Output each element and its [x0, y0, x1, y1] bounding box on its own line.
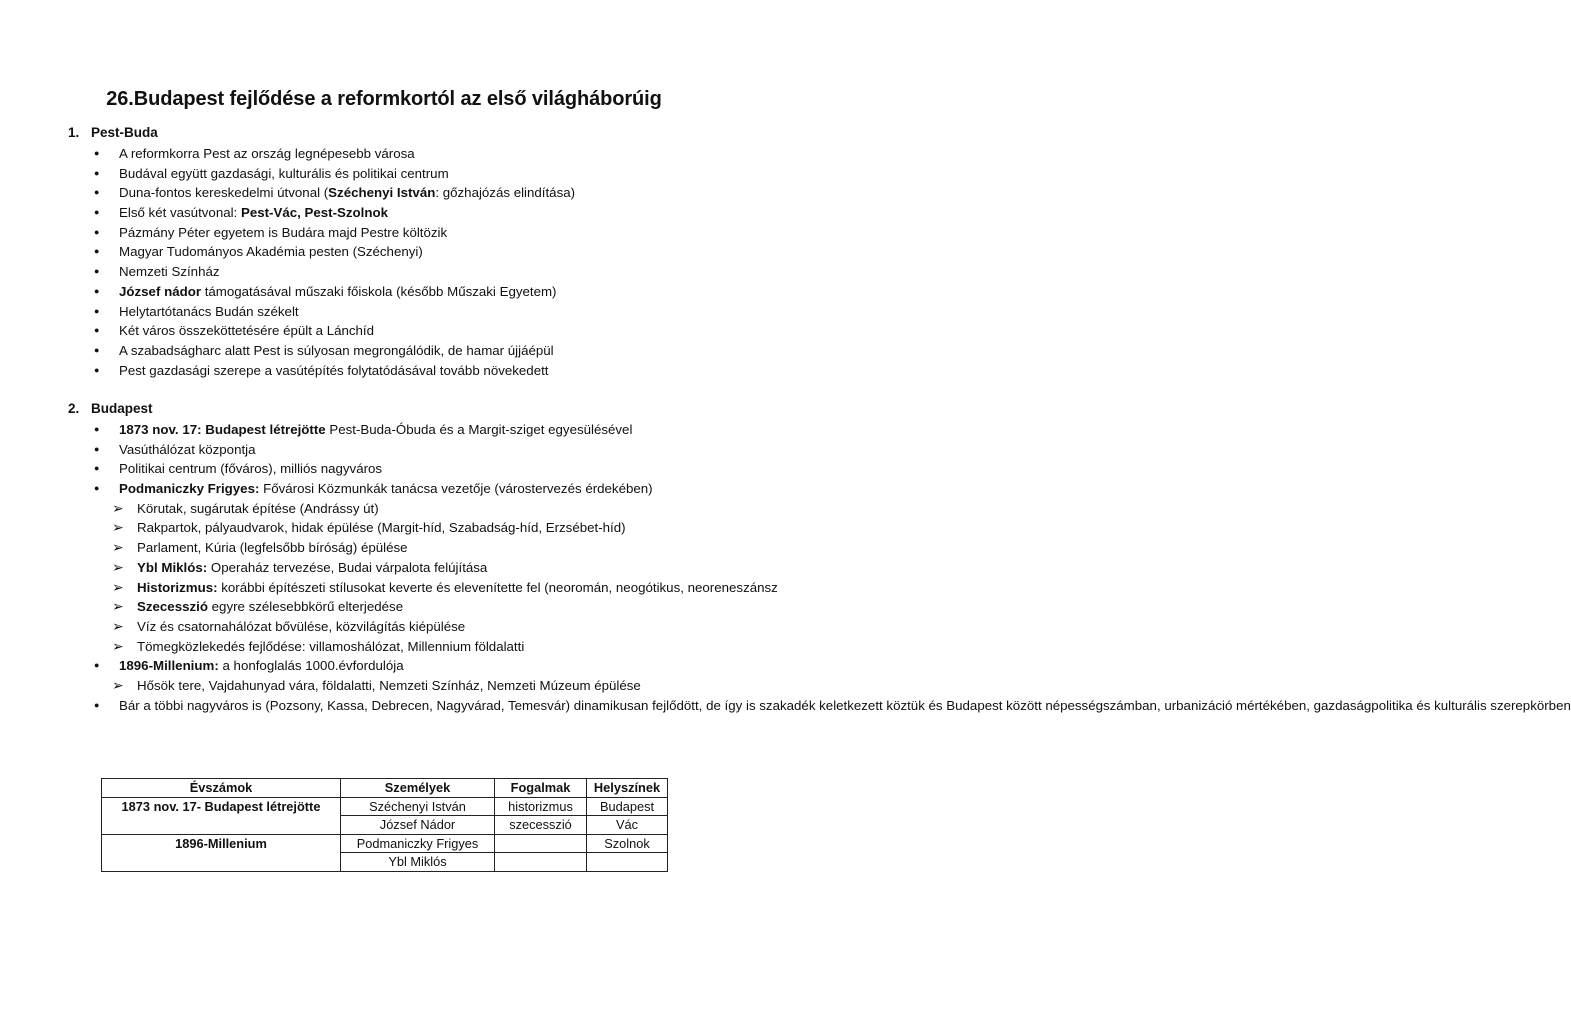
- bold-term: Pest-Vác, Pest-Szolnok: [240, 205, 389, 221]
- item-text: Tömegközlekedés fejlődése: villamoshálózat, Millennium földalatti: [137, 638, 525, 654]
- item-text: Nemzeti Színház: [119, 264, 220, 280]
- item-text: Helytartótanács Budán székelt: [119, 303, 299, 319]
- item-text: korábbi építészeti stílusokat keverte és elevenítette fel (neoromán, neogótikus, neoreneszánsz: [217, 579, 778, 595]
- list-item: [0, 242, 768, 262]
- item-text: Bár a többi nagyváros is (Pozsony, Kassa, Debrecen, Nagyvárad, Temesvár) dinamikusan fejlődött, de így is szakadék keletkezett köztük és Budapest között népességszámban, urbanizáció mértékében, gazdaságpolitika és kulturális szerepkörben: [119, 697, 1571, 713]
- list-item: [0, 361, 768, 381]
- person-cell: Széchenyi István: [341, 797, 495, 816]
- sub-list-item: [0, 518, 768, 538]
- item-text: Hősök tere, Vajdahunyad vára, földalatti, Nemzeti Színház, Nemzeti Múzeum épülése: [137, 677, 641, 693]
- bold-term: Ybl Miklós:: [137, 559, 208, 575]
- item-text: a honfoglalás 1000.évfordulója: [218, 658, 404, 674]
- item-text: Magyar Tudományos Akadémia pesten (Széchenyi): [119, 244, 423, 260]
- bold-term: 1873 nov. 17: Budapest létrejötte: [119, 422, 326, 437]
- list-item: [0, 262, 768, 282]
- item-text: Rakpartok, pályaudvarok, hidak épülése (Margit-híd, Szabadság-híd, Erzsébet-híd): [137, 520, 626, 536]
- sub-list-item: [0, 617, 768, 637]
- sub-list-item: [0, 538, 768, 558]
- summary-table: [101, 778, 668, 872]
- bold-term: Historizmus:: [137, 579, 218, 595]
- item-text: A reformkorra Pest az ország legnépesebb városa: [119, 146, 415, 161]
- item-text: egyre szélesebbkörű elterjedése: [207, 599, 404, 615]
- bold-term: 1896-Millenium:: [119, 658, 219, 674]
- list-item: [0, 479, 768, 499]
- place-cell: Vác: [587, 816, 668, 835]
- sub-list-item: [0, 558, 768, 578]
- list-item: [0, 341, 768, 361]
- bold-term: Podmaniczky Frigyes:: [119, 481, 260, 497]
- list-item: [0, 282, 768, 302]
- item-text: Parlament, Kúria (legfelsőbb bíróság) épülése: [137, 540, 408, 556]
- header-helyszinek: Helyszínek: [587, 779, 668, 798]
- item-text: Budával együtt gazdasági, kulturális és politikai centrum: [119, 165, 449, 181]
- person-cell: József Nádor: [341, 816, 495, 835]
- sub-list-item: [0, 597, 768, 617]
- person-cell: Ybl Miklós: [341, 853, 495, 872]
- list-item: [0, 420, 768, 440]
- header-szemelyek: Személyek: [341, 779, 495, 798]
- item-text: Körutak, sugárutak építése (Andrássy út): [137, 500, 379, 516]
- item-text: Első két vasútvonal:: [119, 205, 241, 221]
- list-item: [0, 321, 768, 341]
- concept-cell: szecesszió: [495, 816, 587, 835]
- concept-cell: historizmus: [495, 797, 587, 816]
- concept-cell: [495, 853, 587, 872]
- item-text: Pest gazdasági szerepe a vasútépítés folytatódásával tovább növekedett: [119, 362, 549, 378]
- sub-list-item: [0, 578, 778, 598]
- date-cell: 1896-Millenium: [102, 834, 341, 871]
- header-fogalmak: Fogalmak: [495, 779, 587, 798]
- date-cell: 1873 nov. 17- Budapest létrejötte: [102, 797, 341, 834]
- bold-term: Szecesszió: [137, 599, 208, 615]
- item-text: Pest-Buda-Óbuda és a Margit-sziget egyesülésével: [325, 422, 633, 437]
- item-text: Vasúthálózat központja: [119, 441, 256, 457]
- table-row: [102, 797, 668, 816]
- bold-term: József nádor: [119, 283, 202, 299]
- list-item: [0, 459, 768, 479]
- section-number: 1.: [68, 125, 80, 140]
- item-text: támogatásával műszaki főiskola (később Műszaki Egyetem): [201, 283, 557, 299]
- list-item: [0, 302, 768, 322]
- list-item: [0, 203, 768, 223]
- list-item: [0, 164, 768, 184]
- budapest-list: [0, 420, 1571, 715]
- item-text: Pázmány Péter egyetem is Budára majd Pestre költözik: [119, 224, 448, 240]
- list-item: [0, 696, 1571, 716]
- list-item: [0, 183, 768, 203]
- sub-list-item: [0, 637, 768, 657]
- item-text: Víz és csatornahálózat bővülése, közvilágítás kiépülése: [137, 618, 466, 634]
- place-cell: Budapest: [587, 797, 668, 816]
- item-text: Politikai centrum (főváros), milliós nagyváros: [119, 461, 383, 477]
- concept-cell: [495, 834, 587, 853]
- section-title: Pest-Buda: [91, 125, 158, 140]
- place-cell: [587, 853, 668, 872]
- item-text: Duna-fontos kereskedelmi útvonal (: [119, 185, 329, 201]
- header-evszamok: Évszámok: [102, 779, 341, 798]
- list-item: [0, 144, 768, 164]
- section-number: 2.: [68, 401, 80, 416]
- section-heading-budapest: [68, 401, 153, 416]
- table-row: [102, 834, 668, 853]
- item-text: A szabadságharc alatt Pest is súlyosan megrongálódik, de hamar újjáépül: [119, 342, 554, 358]
- item-text: Operaház tervezése, Budai várpalota felújítása: [207, 559, 488, 575]
- sub-list-item: [0, 676, 768, 696]
- page-title: 26.Budapest fejlődése a reformkortól az első világháborúig: [106, 88, 662, 110]
- bold-term: Széchenyi István: [328, 185, 436, 201]
- pest-buda-list: [0, 144, 768, 380]
- sub-list-item: [0, 499, 768, 519]
- table-header-row: [102, 779, 668, 798]
- item-text: : gőzhajózás elindítása): [435, 185, 576, 201]
- list-item: [0, 440, 768, 460]
- list-item: [0, 656, 768, 676]
- item-text: Fővárosi Közmunkák tanácsa vezetője (várostervezés érdekében): [259, 481, 653, 497]
- section-title: Budapest: [91, 401, 153, 416]
- item-text: Két város összeköttetésére épült a Lánchíd: [119, 323, 375, 339]
- section-heading-pest-buda: [68, 125, 158, 140]
- person-cell: Podmaniczky Frigyes: [341, 834, 495, 853]
- place-cell: Szolnok: [587, 834, 668, 853]
- list-item: [0, 223, 768, 243]
